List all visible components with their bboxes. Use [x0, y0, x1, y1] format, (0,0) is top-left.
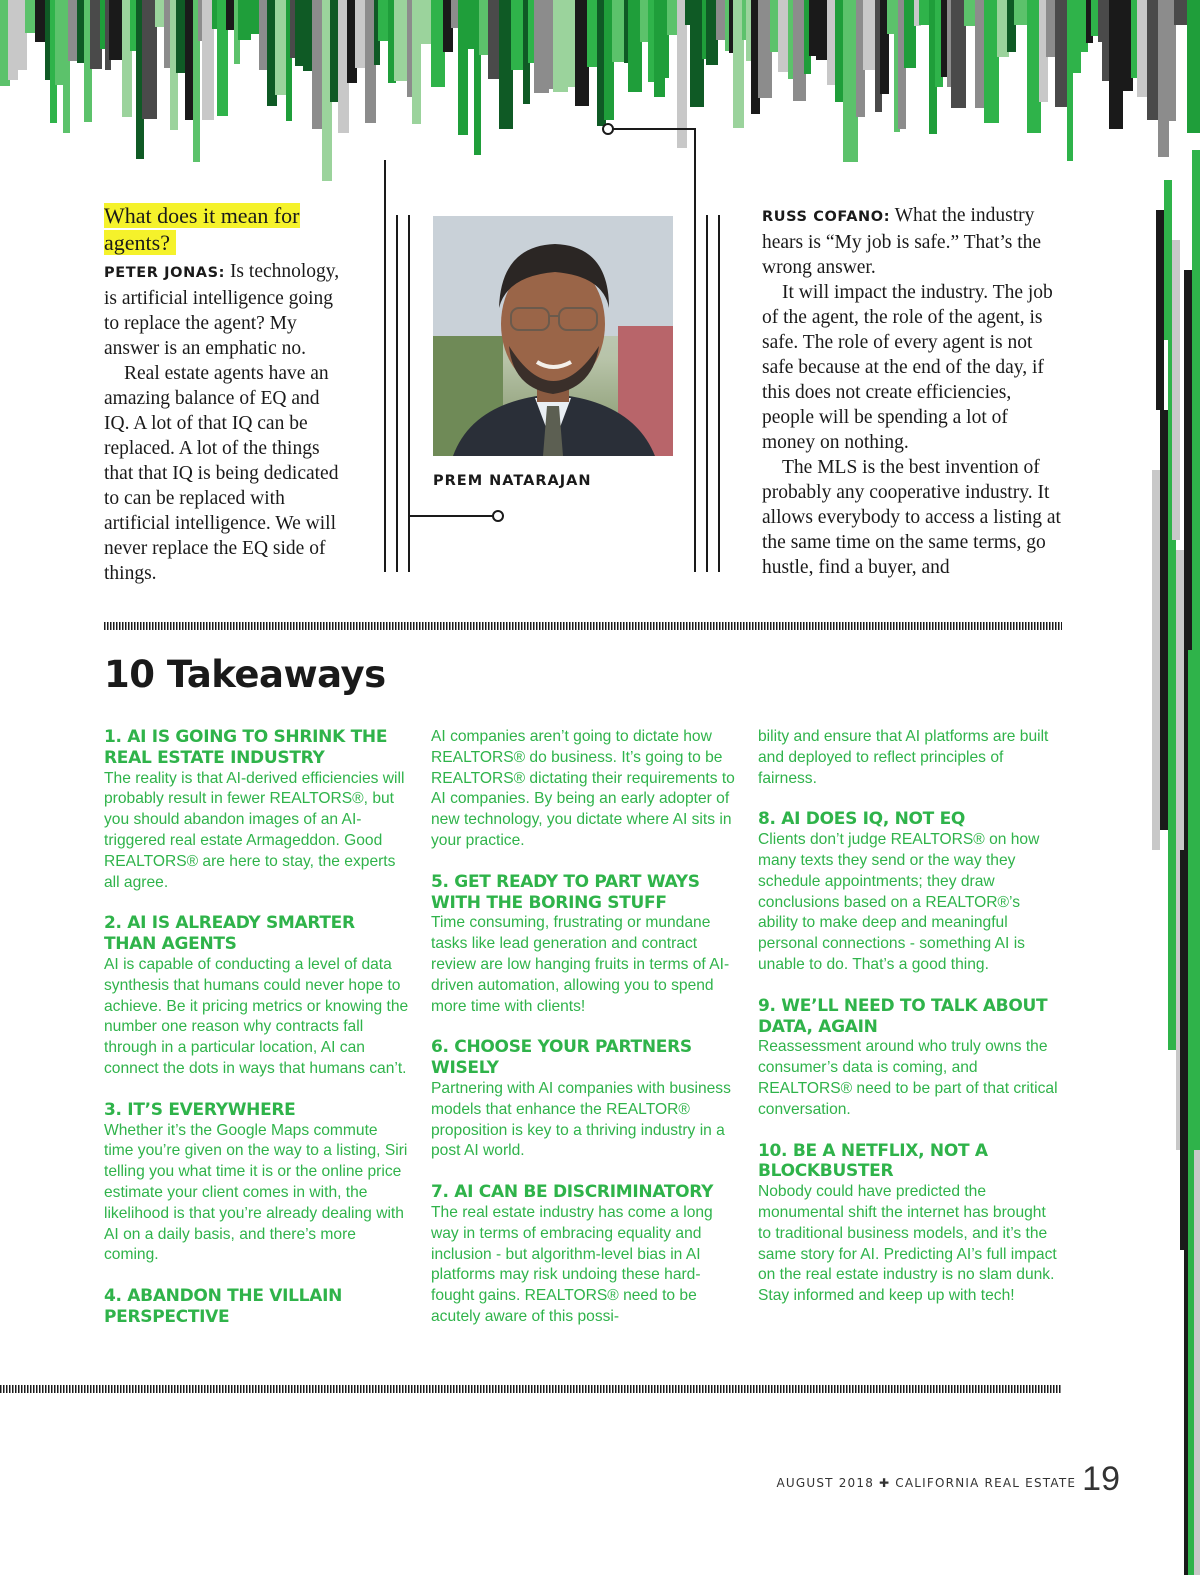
peter-jonas-answer: PETER JONAS: Is technology, is artificial intelligence going to replace the agent? My answer is an emphatic no. — [104, 261, 340, 359]
page-footer — [776, 1462, 1120, 1496]
takeaways-column-3 — [758, 727, 1063, 1327]
takeaway-body: Clients don’t judge REALTORS® on how many texts they send or the way they schedule appointments; they draw conclusions based on a REALTOR®’s ability to make deep and meaningful personal connections - something AI is unable to do. That’s a good thing. — [758, 831, 1040, 973]
circuit-line — [706, 215, 708, 572]
takeaway-item — [104, 913, 409, 1079]
takeaways-column-1 — [104, 727, 409, 1348]
takeaway-item — [758, 809, 1063, 975]
takeaway-heading: 4. ABANDON THE VILLAIN PERSPECTIVE — [104, 1286, 343, 1327]
takeaway-body: The real estate industry has come a long way in terms of embracing equality and inclusion - but algorithm-level bias in AI platforms may risk undoing these hard-fought gains. REALTORS® need to be acutely aware of this possi- — [431, 1203, 713, 1325]
takeaway-item — [104, 727, 409, 893]
section-title: 10 Takeaways — [104, 653, 386, 696]
takeaway-item — [431, 1037, 736, 1162]
takeaway-heading: 6. CHOOSE YOUR PARTNERS WISELY — [431, 1037, 692, 1079]
paragraph: Real estate agents have an amazing balance of EQ and IQ. A lot of that IQ can be replaced. A lot of the things that that IQ is being dedicated to can be replaced with artificial intelligence. We will never replace the EQ side of things. — [104, 363, 339, 584]
decorative-bar — [1180, 850, 1188, 1250]
takeaway-heading: 5. GET READY TO PART WAYS WITH THE BORING STUFF — [431, 871, 700, 913]
circuit-node — [602, 123, 614, 135]
takeaway-body: Reassessment around who truly owns the consumer’s data is coming, and REALTORS® need to be part of that critical conversation. — [758, 1038, 1058, 1118]
speaker-label: PETER JONAS: — [104, 265, 226, 281]
circuit-line — [612, 128, 696, 130]
circuit-node — [492, 510, 504, 522]
paragraph: It will impact the industry. The job of the agent, the role of the agent, is safe. The role of every agent is not safe because at the end of the day, if this does not create efficiencies, people will be spending a lot of money on nothing. — [762, 282, 1053, 453]
takeaway-item — [431, 872, 736, 1018]
decorative-bar — [1187, 0, 1200, 133]
takeaway-body: Time consuming, frustrating or mundane tasks like lead generation and contract review are low hanging fruits in terms of AI-driven automation, allowing you to spend more time with clients! — [431, 914, 730, 1015]
circuit-line — [410, 515, 494, 517]
takeaway-item — [758, 727, 1063, 789]
takeaway-item — [431, 1182, 736, 1328]
footer-publication: AUGUST 2018 ✚ CALIFORNIA REAL ESTATE — [776, 1476, 1077, 1490]
takeaway-body: AI companies aren’t going to dictate how REALTORS® do business. It’s going to be REALTORS® dictating their requirements to AI companies. By being an early adopter of new technology, you dictate where AI sits in your practice. — [431, 728, 735, 849]
decorative-bar — [1164, 180, 1172, 340]
portrait-photo — [433, 216, 673, 456]
takeaway-heading: 2. AI IS ALREADY SMARTER THAN AGENTS — [104, 913, 355, 955]
interview-column-right — [762, 203, 1062, 580]
decorative-bars-top — [0, 0, 1200, 200]
takeaway-heading: 7. AI CAN BE DISCRIMINATORY — [431, 1182, 714, 1203]
circuit-line — [694, 128, 696, 572]
takeaway-heading: 9. WE’LL NEED TO TALK ABOUT DATA, AGAIN — [758, 995, 1048, 1037]
page-number: 19 — [1082, 1460, 1120, 1498]
takeaway-body: Partnering with AI companies with business models that enhance the REALTOR® proposition is key to a thriving industry in a post AI world. — [431, 1079, 731, 1160]
decorative-bar — [1160, 410, 1168, 830]
circuit-line — [384, 160, 386, 572]
takeaway-body: Nobody could have predicted the monumental shift the internet has brought to traditional business models, and it’s the same story for AI. Predicting AI’s full impact on the real estate industry is no slam dunk. Stay informed and keep up with tech! — [758, 1183, 1057, 1305]
takeaways-column-2 — [431, 727, 736, 1348]
paragraph: The MLS is the best invention of probably any cooperative industry. It allows everybody to access a listing at the same time on the same terms, go hustle, find a buyer, and — [762, 457, 1061, 578]
decorative-bar — [1156, 210, 1164, 410]
takeaway-heading: 8. AI DOES IQ, NOT EQ — [758, 809, 966, 830]
decorative-bar — [1194, 1150, 1200, 1575]
takeaway-body: bility and ensure that AI platforms are built and deployed to reflect principles of fairness. — [758, 728, 1049, 787]
divider-rule — [0, 1385, 1062, 1393]
takeaway-body: The reality is that AI-derived efficiencies will probably result in fewer REALTORS®, but you should abandon images of an AI-triggered real estate Armageddon. Good REALTORS® are here to stay, the experts all agree. — [104, 769, 405, 891]
takeaway-heading: 3. IT’S EVERYWHERE — [104, 1099, 296, 1120]
circuit-line — [408, 215, 410, 572]
portrait-illustration — [433, 216, 673, 456]
decorative-bars-right — [1100, 150, 1200, 1575]
takeaway-heading: 10. BE A NETFLIX, NOT A BLOCKBUSTER — [758, 1140, 988, 1182]
circuit-line — [718, 215, 720, 572]
photo-caption: PREM NATARAJAN — [433, 473, 592, 489]
divider-rule — [104, 622, 1062, 630]
decorative-bar — [1152, 470, 1160, 850]
interview-column-left — [104, 203, 344, 586]
takeaway-body: Whether it’s the Google Maps commute time you’re given on the way to a listing, Siri telling you what time it is or the online price estimate your client comes in with, the likelihood is that you’re already dealing with AI on a daily basis, and there’s more coming. — [104, 1121, 408, 1264]
takeaway-item — [104, 1286, 409, 1328]
speaker-label: RUSS COFANO: — [762, 209, 891, 225]
takeaway-body: AI is capable of conducting a level of data synthesis that humans could never hope to achieve. Be it pricing metrics or knowing the number one reason why contracts fall through in a particular location, AI can connect the dots in ways that humans can’t. — [104, 955, 409, 1077]
circuit-line — [396, 215, 398, 572]
takeaway-item — [104, 1100, 409, 1266]
russ-cofano-answer: RUSS COFANO: What the industry hears is “My job is safe.” That’s the wrong answer. — [762, 205, 1042, 278]
takeaway-item — [431, 727, 736, 852]
question-heading: What does it mean for agents? — [104, 203, 300, 255]
takeaway-item — [758, 1141, 1063, 1307]
takeaway-heading: 1. AI IS GOING TO SHRINK THE REAL ESTATE INDUSTRY — [104, 727, 388, 768]
takeaway-item — [758, 996, 1063, 1121]
decorative-bar — [1172, 240, 1180, 540]
